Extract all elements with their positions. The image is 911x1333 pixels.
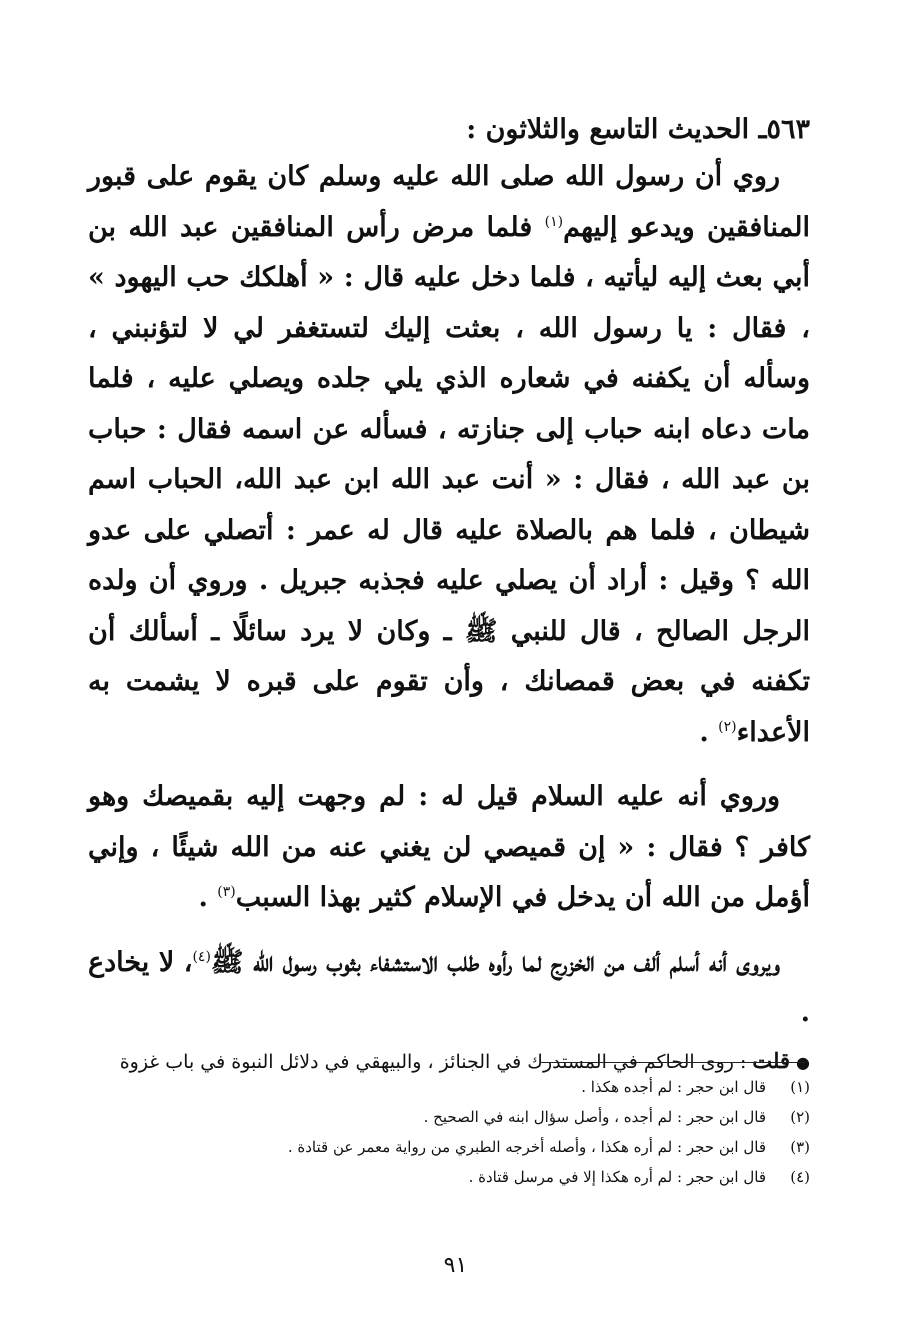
paragraph-1-text-c: . xyxy=(699,716,719,748)
paragraph-1-text-b: فلما مرض رأس المنافقين عبد الله بن أبي بعث إليه ليأتيه ، فلما دخل عليه قال : « أهلكك حب اليهود » ، فقال : يا رسول الله ، بعثت إليك لتستغفر لي لا لتؤنبني ، وسأله أن يكفنه في شعاره الذي يلي جلده ويصلي عليه ، فلما مات دعاه ابنه حباب إلى جنازته ، فسأله عن اسمه فقال : حباب بن عبد الله ، فقال : « أنت عبد الله ابن عبد الله، الحباب اسم شيطان ، فلما هم بالصلاة عليه قال له عمر : أتصلي على عدو الله ؟ وقيل : أراد أن يصلي عليه فجذبه جبريل . وروي أن ولده الرجل الصالح ، قال للنبي ﷺ ـ وكان لا يرد سائلًا ـ أسألك أن تكفنه في بعض قمصانك ، وأن تقوم على قبره لا يشمت به الأعداء xyxy=(88,211,810,748)
paragraph-2-text-b: . xyxy=(198,882,218,913)
footnote-ref-4: (٤) xyxy=(192,948,211,965)
paragraph-gap xyxy=(88,758,810,772)
footnote-ref-1: (١) xyxy=(544,213,564,230)
paragraph-3 xyxy=(88,938,810,1039)
paragraph-3-text-b: ، لا يخادع . xyxy=(88,946,810,1028)
paragraph-2-text-a: وروي أنه عليه السلام قيل له : لم وجهت إليه بقميصك وهو كافر ؟ فقال : « إن قميصي لن يغني عنه من الله شيئًا ، وإني أؤمل من الله أن يدخل في الإسلام كثير بهذا السبب xyxy=(88,781,810,913)
footnote-text: قال ابن حجر : لم أجده هكذا . xyxy=(581,1078,766,1096)
footnote-ref-3: (٣) xyxy=(217,884,236,900)
footnotes xyxy=(88,1072,810,1192)
main-text-body xyxy=(88,108,810,1079)
footnote-item xyxy=(88,1072,810,1102)
footnote-item xyxy=(88,1102,810,1132)
note-text: : روى الحاكم في المستدرك في الجنائز ، والبيهقي في دلائل النبوة في باب غزوة xyxy=(119,1050,753,1073)
paragraph-1-text-a: روي أن رسول الله صلى الله عليه وسلم كان يقوم على قبور المنافقين ويدعو إليهم xyxy=(88,161,810,243)
hadith-heading: ٥٦٣ـ الحديث التاسع والثلاثون : xyxy=(466,114,810,145)
footnote-ref-2: (٢) xyxy=(718,718,737,735)
note-label: قلت xyxy=(752,1047,791,1073)
paragraph-1 xyxy=(88,152,810,758)
footnote-number: (٤) xyxy=(790,1168,810,1186)
footnote-number: (٢) xyxy=(790,1108,810,1126)
footnote-text: قال ابن حجر : لم أره هكذا ، وأصله أخرجه الطبري من رواية معمر عن قتادة . xyxy=(287,1138,766,1156)
paragraph-2 xyxy=(88,772,810,924)
footnote-text: قال ابن حجر : لم أجده ، وأصل سؤال ابنه في الصحيح . xyxy=(423,1108,766,1126)
footnote-text: قال ابن حجر : لم أره هكذا إلا في مرسل قتادة . xyxy=(468,1168,766,1186)
footnote-number: (٣) xyxy=(790,1138,810,1156)
footnote-separator xyxy=(540,1062,805,1063)
bullet-icon: ● xyxy=(796,1052,810,1072)
footnote-number: (١) xyxy=(790,1078,810,1096)
page-number: ٩١ xyxy=(443,1253,468,1278)
footnote-item xyxy=(88,1132,810,1162)
paragraph-3-text-a: ويروى أنه أسلم ألف من الخزرج لما رأوه طلب الاستشفاء بثوب رسول الله ﷺ xyxy=(210,946,780,978)
footnote-item xyxy=(88,1162,810,1192)
paragraph-gap xyxy=(88,924,810,938)
